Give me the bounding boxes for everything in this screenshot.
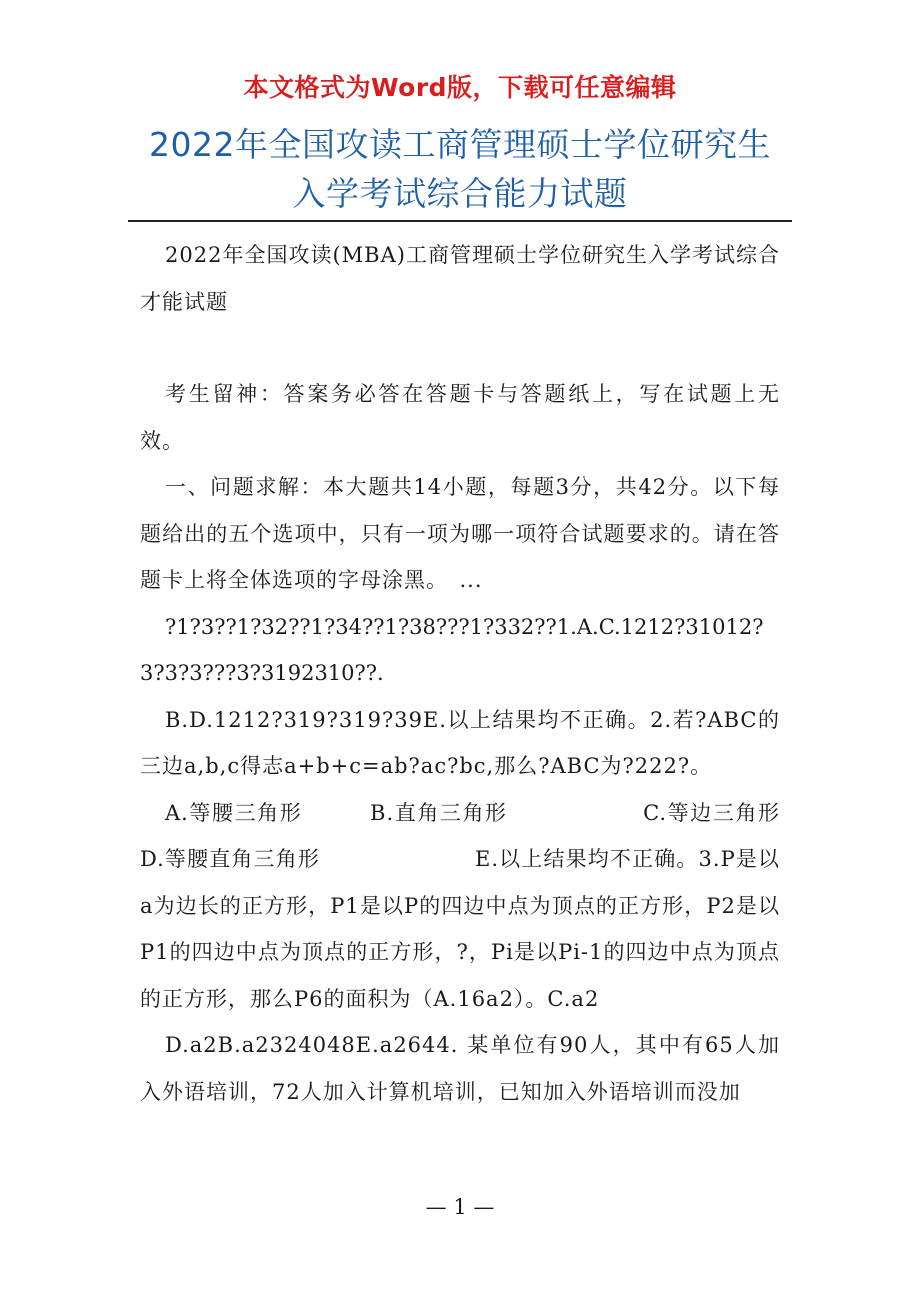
paragraph-question-4: D.a2B.a2324048E.a2644. 某单位有90人，其中有65人加入外语培训，72人加入计算机培训，已知加入外语培训而没加 bbox=[140, 1033, 780, 1104]
paragraph-question-2: B.D.1212?319?319?39E.以上结果均不正确。2.若?ABC的三边a,b,c得志a+b+c=ab?ac?bc,那么?ABC为?222?。 bbox=[140, 707, 780, 778]
paragraph-exam-name: 2022年全国攻读(MBA)工商管理硕士学位研究生入学考试综合才能试题 bbox=[140, 243, 780, 314]
title-line-2: 入学考试综合能力试题 bbox=[292, 174, 628, 213]
title-divider bbox=[128, 220, 792, 222]
page-number: — 1 — bbox=[425, 1195, 495, 1219]
paragraph-candidate-notice: 考生留神：答案务必答在答题卡与答题纸上，写在试题上无效。 bbox=[140, 382, 780, 453]
paragraph-section-instructions: 一、问题求解：本大题共14小题，每题3分，共42分。以下每题给出的五个选项中，只有一项为哪一项符合试题要求的。请在答题卡上将全体选项的字母涂黑。 ... bbox=[140, 475, 780, 592]
title-line-1: 2022年全国攻读工商管理硕士学位研究生 bbox=[149, 125, 771, 164]
document-title bbox=[100, 120, 820, 218]
format-notice: 本文格式为Word版，下载可任意编辑 bbox=[243, 73, 677, 102]
document-body bbox=[140, 232, 780, 1115]
paragraph-question-1: ?1?3??1?32??1?34??1?38???1?332??1.A.C.1212?31012?3?3?3???3?3192310??. bbox=[140, 614, 764, 685]
paragraph-question-3: A.等腰三角形 B.直角三角形 C.等边三角形 D.等腰直角三角形 E.以上结果均不正确。3.P是以a为边长的正方形，P1是以P的四边中点为顶点的正方形，P2是以P1的四边中点为顶点的正方形，?，Pi是以Pi-1的四边中点为顶点的正方形，那么P6的面积为（A.16a2）。C.a2 bbox=[140, 800, 780, 1011]
